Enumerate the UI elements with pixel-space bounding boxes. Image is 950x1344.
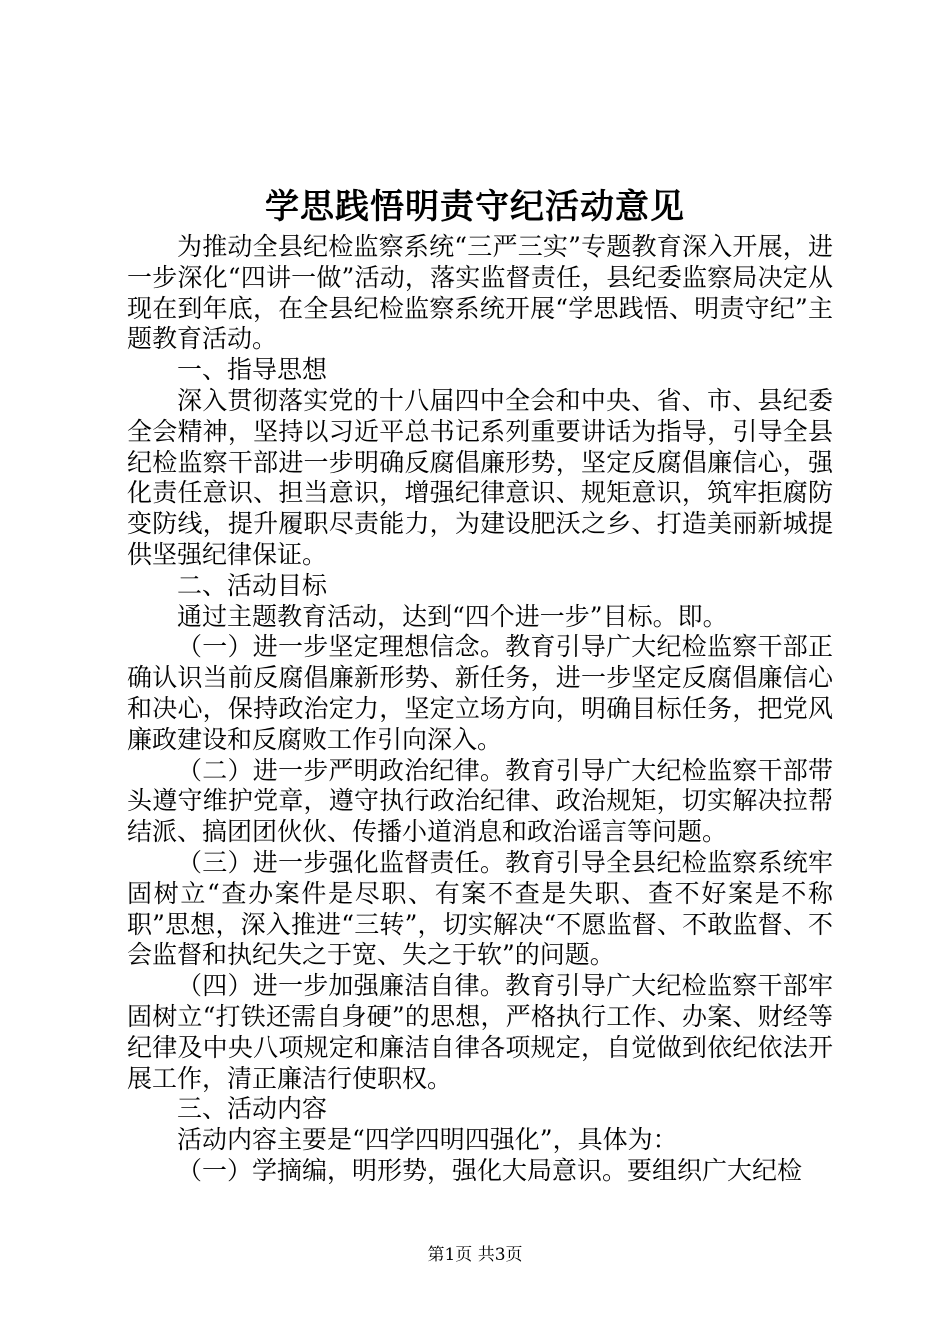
paragraph-guiding-thought: 深入贯彻落实党的十八届四中全会和中央、省、市、县纪委全会精神，坚持以习近平总书记系列重要讲话为指导，引导全县纪检监察干部进一步明确反腐倡廉形势，坚定反腐倡廉信心，强化责任意识、担当意识，增强纪律意识、规矩意识，筑牢拒腐防变防线，提升履职尽责能力，为建设肥沃之乡、打造美丽新城提供坚强纪律保证。 xyxy=(127,385,833,569)
paragraph-goal-1: （一）进一步坚定理想信念。教育引导广大纪检监察干部正确认识当前反腐倡廉新形势、新任务，进一步坚定反腐倡廉信心和决心，保持政治定力，坚定立场方向，明确目标任务，把党风廉政建设和反腐败工作引向深入。 xyxy=(127,632,833,754)
section-heading-activity-content: 三、活动内容 xyxy=(177,1094,328,1124)
document-body xyxy=(127,232,833,1187)
section-heading-activity-goals: 二、活动目标 xyxy=(177,570,328,600)
section-heading-guiding-thought: 一、指导思想 xyxy=(177,355,328,385)
paragraph-content-1: （一）学摘编，明形势，强化大局意识。要组织广大纪检 xyxy=(177,1155,803,1185)
paragraph-intro: 为推动全县纪检监察系统“三严三实”专题教育深入开展，进一步深化“四讲一做”活动，落实监督责任，县纪委监察局决定从现在到年底，在全县纪检监察系统开展“学思践悟、明责守纪”主题教育活动。 xyxy=(127,232,833,354)
paragraph-content-intro: 活动内容主要是“四学四明四强化”，具体为： xyxy=(177,1125,678,1155)
paragraph-goal-2: （二）进一步严明政治纪律。教育引导广大纪检监察干部带头遵守维护党章，遵守执行政治纪律、政治规矩，切实解决拉帮结派、搞团团伙伙、传播小道消息和政治谣言等问题。 xyxy=(127,755,833,847)
document-title: 学思践悟明责守纪活动意见 xyxy=(265,187,685,227)
paragraph-goals-intro: 通过主题教育活动，达到“四个进一步”目标。即。 xyxy=(177,601,728,631)
paragraph-goal-3: （三）进一步强化监督责任。教育引导全县纪检监察系统牢固树立“查办案件是尽职、有案不查是失职、查不好案是不称职”思想，深入推进“三转”，切实解决“不愿监督、不敢监督、不会监督和执纪失之于宽、失之于软”的问题。 xyxy=(127,847,833,970)
page-number-footer: 第1页 共3页 xyxy=(427,1245,523,1265)
paragraph-goal-4: （四）进一步加强廉洁自律。教育引导广大纪检监察干部牢固树立“打铁还需自身硬”的思想，严格执行工作、办案、财经等纪律及中央八项规定和廉洁自律各项规定，自觉做到依纪依法开展工作，清正廉洁行使职权。 xyxy=(127,971,833,1093)
